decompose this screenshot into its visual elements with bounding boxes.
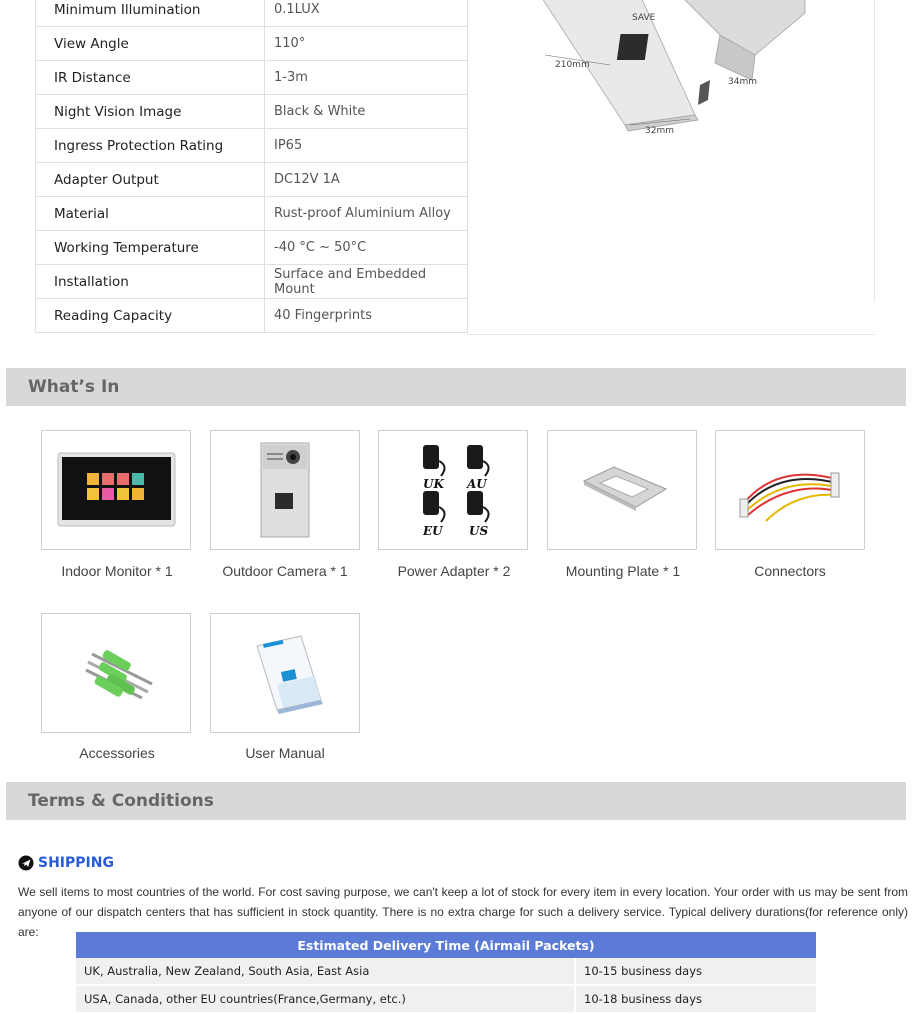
- item-user-manual: [210, 613, 360, 733]
- delivery-row: [76, 958, 816, 985]
- spec-label: Material: [36, 197, 265, 231]
- spec-table: [35, 0, 468, 333]
- airplane-icon: [18, 855, 34, 871]
- dim-depth-label: 34mm: [728, 77, 757, 87]
- spec-label: Night Vision Image: [36, 95, 265, 129]
- item-accessories: [41, 613, 191, 733]
- spec-label: Working Temperature: [36, 231, 265, 265]
- spec-value: Rust-proof Aluminium Alloy: [265, 197, 468, 231]
- caption-user-manual: User Manual: [245, 745, 325, 761]
- dim-thick-label: 32mm: [645, 126, 674, 136]
- item-power-adapter: [378, 430, 528, 550]
- spec-label: Installation: [36, 265, 265, 299]
- item-connectors: [715, 430, 865, 550]
- spec-label: Adapter Output: [36, 163, 265, 197]
- spec-row: [36, 163, 468, 197]
- delivery-time: 10-18 business days: [575, 985, 816, 1013]
- spec-value: Surface and Embedded Mount: [265, 265, 468, 299]
- delivery-time: 10-15 business days: [575, 958, 816, 985]
- spec-value: 40 Fingerprints: [265, 299, 468, 333]
- spec-value: Black & White: [265, 95, 468, 129]
- delivery-region: UK, Australia, New Zealand, South Asia, East Asia: [76, 958, 575, 985]
- adapter-label-au: AU: [467, 477, 487, 491]
- spec-value: 1-3m: [265, 61, 468, 95]
- spec-row: [36, 299, 468, 333]
- spec-row: [36, 95, 468, 129]
- spec-label: Ingress Protection Rating: [36, 129, 265, 163]
- delivery-table-header: Estimated Delivery Time (Airmail Packets): [76, 932, 816, 958]
- spec-label: Minimum Illumination: [36, 0, 265, 27]
- manual-booklet-icon: [211, 614, 359, 732]
- spec-row: [36, 27, 468, 61]
- mounting-plate-icon: [548, 431, 696, 549]
- dim-width-label: 210mm: [555, 60, 590, 70]
- spec-label: View Angle: [36, 27, 265, 61]
- monitor-icon: [42, 431, 190, 549]
- spec-label: IR Distance: [36, 61, 265, 95]
- spec-row: [36, 265, 468, 299]
- connector-wires-icon: [716, 431, 864, 549]
- product-dimension-drawing-icon: [530, 0, 820, 140]
- whats-in-title: What’s In: [28, 377, 120, 397]
- spec-value: 110°: [265, 27, 468, 61]
- delivery-region: USA, Canada, other EU countries(France,Germany, etc.): [76, 985, 575, 1013]
- terms-section-bar: [6, 782, 906, 820]
- item-outdoor-camera: [210, 430, 360, 550]
- adapter-label-eu: EU: [423, 524, 443, 538]
- caption-connectors: Connectors: [754, 563, 826, 579]
- spec-value: -40 °C ~ 50°C: [265, 231, 468, 265]
- caption-indoor-monitor: Indoor Monitor * 1: [61, 563, 173, 579]
- spec-value: DC12V 1A: [265, 163, 468, 197]
- delivery-row: [76, 985, 816, 1013]
- caption-accessories: Accessories: [79, 745, 155, 761]
- terms-title: Terms & Conditions: [28, 791, 214, 811]
- svg-text:SAVE: SAVE: [632, 13, 656, 23]
- item-indoor-monitor: [41, 430, 191, 550]
- spec-value: 0.1LUX: [265, 0, 468, 27]
- spec-label: Reading Capacity: [36, 299, 265, 333]
- shipping-title: SHIPPING: [38, 855, 114, 871]
- camera-panel-icon: [211, 431, 359, 549]
- whats-in-section-bar: [6, 368, 906, 406]
- caption-outdoor-camera: Outdoor Camera * 1: [222, 563, 348, 579]
- spec-divider: [467, 334, 875, 335]
- shipping-heading: [18, 855, 114, 871]
- spec-row: [36, 197, 468, 231]
- delivery-time-table: [76, 932, 816, 1014]
- adapter-label-uk: UK: [423, 477, 444, 491]
- shipping-description: We sell items to most countries of the world. For cost saving purpose, we can't keep a lot of stock for every item in every location. Your order with us may be sent from anyone of our dispatch centers that has sufficient in stock quantity. There is no extra charge for such a delivery service. Typical delivery durations(for reference only) are:: [18, 885, 908, 939]
- spec-row: [36, 231, 468, 265]
- spec-row: [36, 0, 468, 27]
- screws-anchors-icon: [42, 614, 190, 732]
- item-mounting-plate: [547, 430, 697, 550]
- caption-power-adapter: Power Adapter * 2: [397, 563, 511, 579]
- spec-row: [36, 129, 468, 163]
- adapter-label-us: US: [469, 524, 489, 538]
- spec-value: IP65: [265, 129, 468, 163]
- power-adapter-icon: [379, 431, 527, 549]
- spec-row: [36, 61, 468, 95]
- caption-mounting-plate: Mounting Plate * 1: [565, 563, 681, 579]
